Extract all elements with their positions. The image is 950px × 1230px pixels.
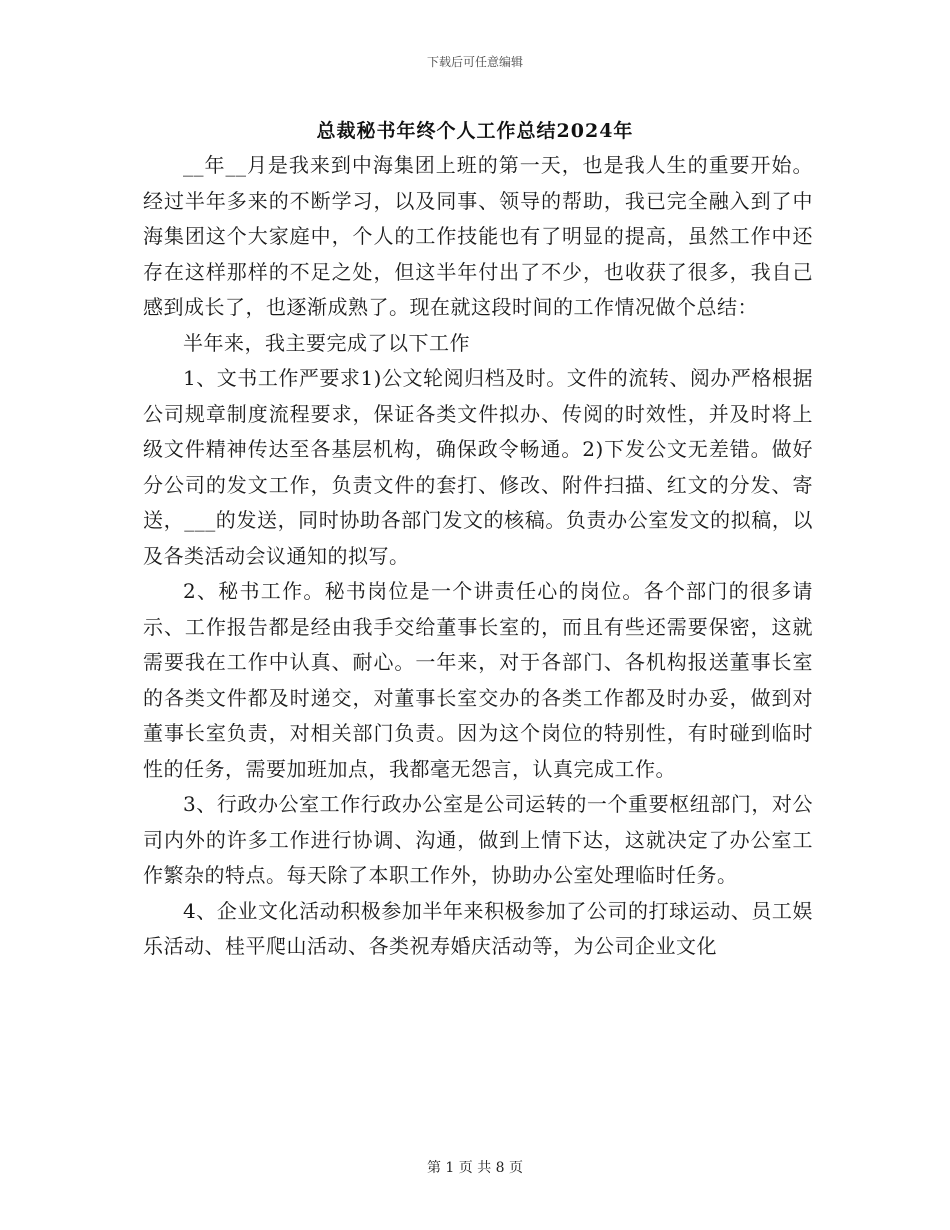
- paragraph-item-2: 2、秘书工作。秘书岗位是一个讲责任心的岗位。各个部门的很多请示、工作报告都是经由我手交给董事长室的，而且有些还需要保密，这就需要我在工作中认真、耐心。一年来，对于各部门、各机构报送董事长室的各类文件都及时递交，对董事长室交办的各类工作都及时办妥，做到对董事长室负责，对相关部门负责。因为这个岗位的特别性，有时碰到临时性的任务，需要加班加点，我都毫无怨言，认真完成工作。: [143, 579, 813, 781]
- paragraph-item-3: 3、行政办公室工作行政办公室是公司运转的一个重要枢纽部门，对公司内外的许多工作进行协调、沟通，做到上情下达，这就决定了办公室工作繁杂的特点。每天除了本职工作外，协助办公室处理临时任务。: [143, 792, 813, 887]
- document-body: [143, 148, 813, 965]
- page-header-note: 下载后可任意编辑: [426, 55, 523, 69]
- paragraph-item-4: 4、企业文化活动积极参加半年来积极参加了公司的打球运动、员工娱乐活动、桂平爬山活动、各类祝寿婚庆活动等，为公司企业文化: [143, 898, 813, 958]
- paragraph-item-1: 1、文书工作严要求1)公文轮阅归档及时。文件的流转、阅办严格根据公司规章制度流程要求，保证各类文件拟办、传阅的时效性，并及时将上级文件精神传达至各基层机构，确保政令畅通。2)下发公文无差错。做好分公司的发文工作，负责文件的套打、修改、附件扫描、红文的分发、寄送，___的发送，同时协助各部门发文的核稿。负责办公室发文的拟稿，以及各类活动会议通知的拟写。: [143, 366, 813, 568]
- paragraph-summary-heading: 半年来，我主要完成了以下工作: [183, 330, 470, 355]
- document-title: 总裁秘书年终个人工作总结2024年: [316, 120, 634, 142]
- page-number: 第 1 页 共 8 页: [426, 1160, 524, 1176]
- paragraph-intro: __年__月是我来到中海集团上班的第一天，也是我人生的重要开始。经过半年多来的不断学习，以及同事、领导的帮助，我已完全融入到了中海集团这个大家庭中，个人的工作技能也有了明显的提高，虽然工作中还存在这样那样的不足之处，但这半年付出了不少，也收获了很多，我自己感到成长了，也逐渐成熟了。现在就这段时间的工作情况做个总结：: [143, 153, 813, 319]
